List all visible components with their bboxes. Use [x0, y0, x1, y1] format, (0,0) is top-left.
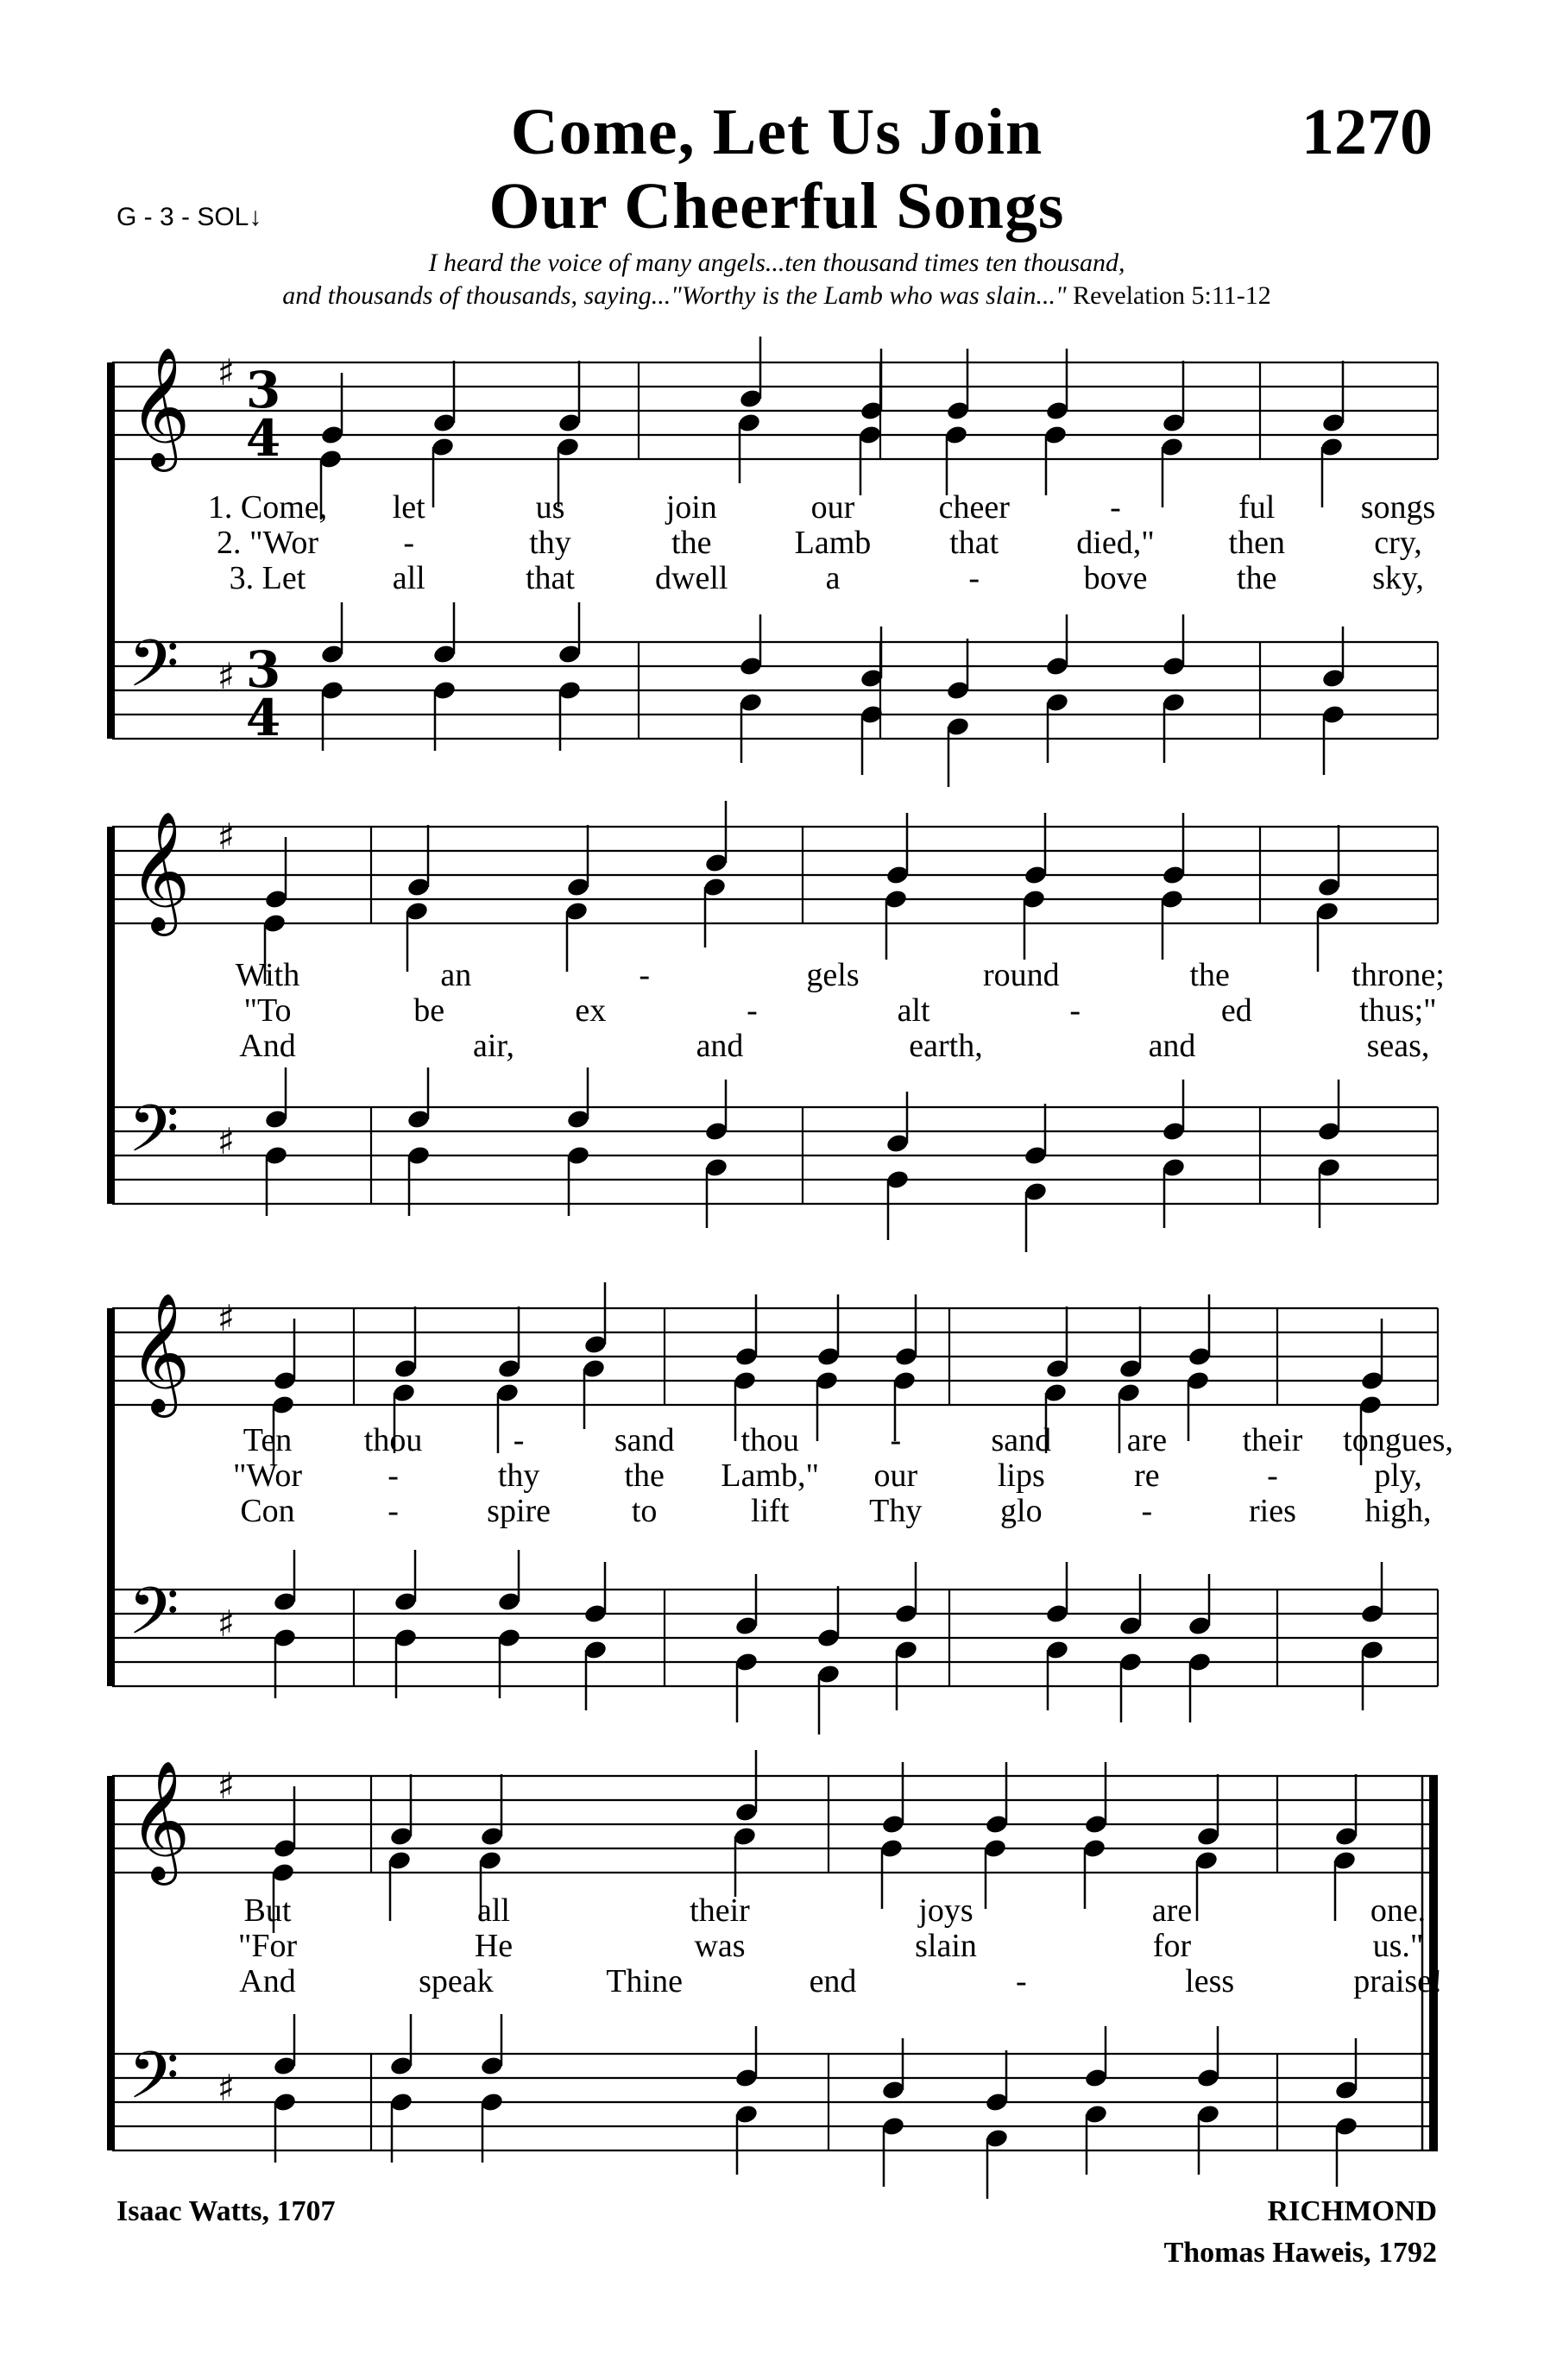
sharp-icon: ♯: [217, 351, 236, 394]
time-signature-top: 3: [245, 361, 281, 419]
lyric-syllable: the: [1189, 957, 1230, 993]
lyric-syllable: Ten: [243, 1422, 293, 1458]
lyric-syllable: -: [1141, 1493, 1153, 1529]
lyric-syllable: earth,: [909, 1028, 983, 1064]
lyric-syllable: ex: [575, 992, 607, 1029]
sharp-icon: ♯: [217, 1297, 236, 1339]
lyric-syllable: died,": [1076, 525, 1155, 561]
lyric-syllable: thy: [529, 525, 571, 561]
time-signature-bottom: 4: [245, 409, 281, 468]
lyric-syllable: alt: [897, 992, 930, 1029]
sharp-icon: ♯: [217, 2067, 236, 2109]
lyric-syllable: sky,: [1372, 560, 1424, 596]
lyric-syllable: for: [1152, 1928, 1192, 1964]
composer-credit: Thomas Haweis, 1792: [1163, 2237, 1437, 2269]
lyric-syllable: our: [873, 1458, 918, 1494]
system-2: [107, 801, 1445, 1252]
bass-clef-icon: 𝄢: [128, 626, 180, 718]
tune-name: RICHMOND: [1267, 2195, 1437, 2227]
lyric-syllable: He: [474, 1928, 514, 1964]
lyric-syllable: all: [392, 560, 425, 596]
lyric-syllable: throne;: [1352, 957, 1445, 993]
lyric-syllable: Thine: [606, 1963, 683, 1999]
lyric-syllable: less: [1185, 1963, 1235, 1999]
lyric-syllable: speak: [419, 1963, 494, 1999]
lyric-syllable: ries: [1249, 1493, 1296, 1529]
lyric-syllable: joys: [918, 1892, 973, 1929]
title-line-1: Come, Let Us Join: [510, 96, 1043, 168]
lyric-syllable: us: [535, 489, 565, 526]
lyric-syllable: the: [1237, 560, 1277, 596]
lyric-syllable: -: [388, 1493, 399, 1529]
system-3: [107, 1282, 1453, 1735]
epigraph-quote: and thousands of thousands, saying..."Worthy is the Lamb who was slain...": [282, 281, 1067, 310]
lyric-syllable: air,: [472, 1028, 515, 1064]
lyric-syllable: glo: [1000, 1493, 1043, 1529]
epigraph-line-1: I heard the voice of many angels...ten thousand times ten thousand,: [428, 249, 1125, 277]
lyric-syllable: 2. "Wor: [217, 525, 318, 561]
epigraph-reference: Revelation 5:11-12: [1073, 281, 1271, 310]
lyric-syllable: Lamb: [794, 525, 872, 561]
sharp-icon: ♯: [217, 815, 236, 858]
lyric-syllable: bove: [1083, 560, 1148, 596]
lyric-syllable: that: [949, 525, 999, 561]
lyric-syllable: 3. Let: [229, 560, 306, 596]
lyric-syllable: ful: [1238, 489, 1276, 526]
lyric-syllable: thy: [497, 1458, 540, 1494]
lyric-syllable: us.": [1372, 1928, 1424, 1964]
lyric-syllable: sand: [614, 1422, 675, 1458]
system-1: [107, 337, 1438, 787]
lyric-syllable: With: [235, 957, 300, 993]
lyric-syllable: then: [1228, 525, 1285, 561]
lyric-syllable: end: [809, 1963, 857, 1999]
sharp-icon: ♯: [217, 1602, 236, 1645]
lyric-syllable: spire: [487, 1493, 551, 1529]
lyric-syllable: let: [392, 489, 425, 526]
treble-clef-icon: 𝄞: [129, 1293, 191, 1413]
lyric-syllable: Con: [240, 1493, 295, 1529]
lyric-syllable: slain: [915, 1928, 977, 1964]
lyric-syllable: -: [513, 1422, 525, 1458]
lyric-syllable: -: [890, 1422, 902, 1458]
lyric-syllable: their: [1242, 1422, 1303, 1458]
lyric-syllable: 1. Come,: [207, 489, 328, 526]
lyric-syllable: an: [440, 957, 472, 993]
bass-clef-icon: 𝄢: [128, 2037, 180, 2130]
treble-clef-icon: 𝄞: [129, 347, 191, 467]
treble-clef-icon: 𝄞: [129, 811, 191, 931]
bass-clef-icon: 𝄢: [128, 1573, 180, 1665]
lyric-syllable: tongues,: [1343, 1422, 1453, 1458]
system-left-barline: [107, 827, 115, 1204]
lyric-syllable: ed: [1220, 992, 1252, 1029]
sharp-icon: ♯: [217, 655, 236, 697]
lyric-syllable: their: [690, 1892, 750, 1929]
system-left-barline: [107, 1308, 115, 1686]
lyric-syllable: round: [983, 957, 1060, 993]
lyric-syllable: dwell: [655, 560, 728, 596]
lyric-syllable: -: [639, 957, 650, 993]
lyric-syllable: Lamb,": [721, 1458, 820, 1494]
lyric-syllable: re: [1134, 1458, 1160, 1494]
lyric-syllable: high,: [1364, 1493, 1432, 1529]
lyric-syllable: our: [810, 489, 855, 526]
lyric-syllable: are: [1151, 1892, 1193, 1929]
lyric-syllable: the: [624, 1458, 665, 1494]
lyric-syllable: -: [747, 992, 758, 1029]
lyric-syllable: was: [694, 1928, 746, 1964]
hymn-number: 1270: [1301, 96, 1433, 168]
sharp-icon: ♯: [217, 1120, 236, 1162]
lyric-syllable: -: [388, 1458, 399, 1494]
lyric-syllable: songs: [1360, 489, 1436, 526]
lyric-syllable: thou: [740, 1422, 800, 1458]
lyric-syllable: -: [1016, 1963, 1027, 1999]
title-line-2: Our Cheerful Songs: [488, 170, 1065, 242]
sharp-icon: ♯: [217, 1765, 236, 1807]
lyric-syllable: cheer: [938, 489, 1010, 526]
lyric-syllable: be: [413, 992, 445, 1029]
lyric-syllable: to: [631, 1493, 658, 1529]
lyric-syllable: -: [1110, 489, 1121, 526]
lyric-syllable: gels: [806, 957, 860, 993]
author-credit: Isaac Watts, 1707: [117, 2195, 336, 2227]
lyric-syllable: join: [665, 489, 717, 526]
lyric-syllable: all: [477, 1892, 510, 1929]
lyric-syllable: "To: [243, 992, 292, 1029]
lyric-syllable: But: [243, 1892, 292, 1929]
lyric-syllable: a: [825, 560, 841, 596]
time-signature-top: 3: [245, 640, 281, 699]
lyric-syllable: lips: [997, 1458, 1045, 1494]
lyric-syllable: and: [696, 1028, 744, 1064]
system-4: [107, 1750, 1443, 2199]
lyric-syllable: and: [1148, 1028, 1196, 1064]
lyric-syllable: -: [1069, 992, 1081, 1029]
lyric-syllable: seas,: [1366, 1028, 1430, 1064]
time-signature-bottom: 4: [245, 689, 281, 747]
lyric-syllable: -: [1267, 1458, 1278, 1494]
lyric-syllable: -: [968, 560, 980, 596]
treble-clef-icon: 𝄞: [129, 1760, 191, 1880]
lyric-syllable: "Wor: [233, 1458, 302, 1494]
lyric-syllable: "For: [237, 1928, 298, 1964]
lyric-syllable: ply,: [1374, 1458, 1422, 1494]
lyric-syllable: thus;": [1359, 992, 1437, 1029]
system-left-barline: [107, 362, 115, 739]
lyric-syllable: thou: [363, 1422, 423, 1458]
lyric-syllable: And: [239, 1028, 296, 1064]
bass-clef-icon: 𝄢: [128, 1091, 180, 1183]
system-left-barline: [107, 1776, 115, 2150]
lyric-syllable: lift: [751, 1493, 790, 1529]
lyric-syllable: -: [403, 525, 415, 561]
lyric-syllable: sand: [991, 1422, 1052, 1458]
key-label: G - 3 - SOL↓: [117, 203, 262, 231]
lyric-syllable: And: [239, 1963, 296, 1999]
lyric-syllable: are: [1126, 1422, 1168, 1458]
lyric-syllable: one.: [1370, 1892, 1427, 1929]
lyric-syllable: cry,: [1374, 525, 1422, 561]
lyric-syllable: the: [671, 525, 712, 561]
lyric-syllable: praise!: [1353, 1963, 1443, 1999]
lyric-syllable: Thy: [869, 1493, 923, 1529]
lyric-syllable: that: [526, 560, 575, 596]
